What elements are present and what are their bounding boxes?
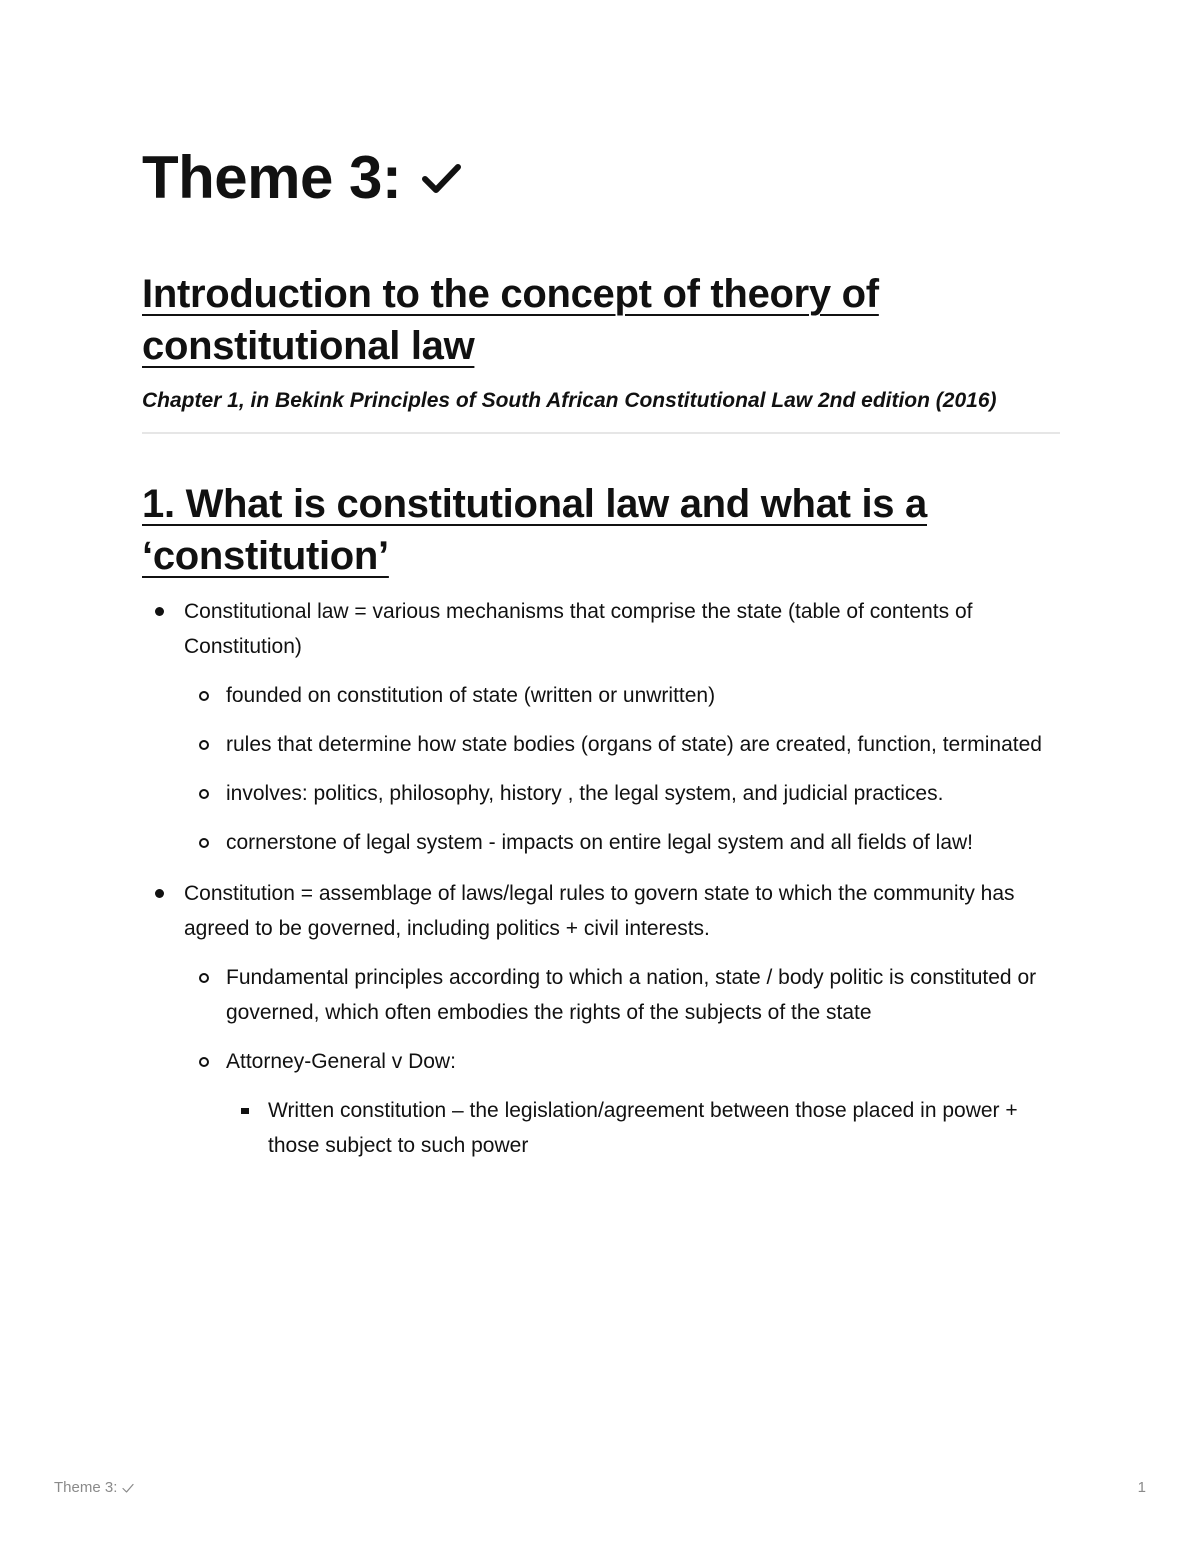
sub-sub-list-item [226, 1093, 1060, 1163]
divider [142, 432, 1060, 434]
sub-list-item [184, 776, 1060, 811]
page-title [142, 140, 1060, 216]
bullet-dot [155, 607, 164, 616]
bullet-dot [155, 889, 164, 898]
sub-list-item-text: rules that determine how state bodies (organs of state) are created, function, terminated [226, 733, 1042, 756]
sub-list-item-text: cornerstone of legal system - impacts on entire legal system and all fields of law! [226, 831, 974, 854]
checkmark-icon [421, 158, 461, 198]
list-item-text: Constitution = assemblage of laws/legal rules to govern state to which the community has agreed to be governed, including politics + civil interests. [184, 882, 1015, 940]
sub-list-item-text: involves: politics, philosophy, history , the legal system, and judicial practices. [226, 782, 944, 805]
bullet-ring [199, 691, 209, 701]
section-heading [142, 478, 1022, 582]
sub-list-item [184, 678, 1060, 713]
footer-title [54, 1478, 134, 1498]
sub-sub-list [226, 1093, 1060, 1163]
checkmark-icon [122, 1482, 134, 1494]
document-subtitle-text: Introduction to the concept of theory of constitutional law [142, 272, 879, 368]
bullet-ring [199, 1057, 209, 1067]
bullet-list [142, 594, 1060, 1163]
sub-list-item-text: Fundamental principles according to which a nation, state / body politic is constituted or governed, which often embodies the rights of the subjects of the state [226, 966, 1037, 1024]
sub-list-item-text: Attorney-General v Dow: [226, 1050, 456, 1073]
sub-list-item [184, 1044, 1060, 1163]
document-page [142, 140, 1060, 1163]
bullet-ring [199, 838, 209, 848]
bullet-square [241, 1108, 249, 1114]
sub-list-item [184, 960, 1060, 1030]
sub-list [184, 678, 1060, 860]
sub-list-item-text: founded on constitution of state (written or unwritten) [226, 684, 716, 707]
footer-title-text: Theme 3: [54, 1479, 118, 1496]
sub-list-item [184, 825, 1060, 860]
list-item-text: Constitutional law = various mechanisms that comprise the state (table of contents of Constitution) [184, 600, 973, 658]
list-item [142, 876, 1060, 1163]
page-number: 1 [1137, 1479, 1146, 1496]
bullet-ring [199, 973, 209, 983]
sub-sub-list-item-text: Written constitution – the legislation/agreement between those placed in power + those subject to such power [268, 1099, 1018, 1157]
list-item [142, 594, 1060, 860]
bullet-ring [199, 789, 209, 799]
sub-list [184, 960, 1060, 1163]
document-subtitle [142, 268, 982, 372]
section-heading-text: 1. What is constitutional law and what is a ‘constitution’ [142, 482, 927, 578]
source-citation: Chapter 1, in Bekink Principles of South African Constitutional Law 2nd edition (2016) [142, 389, 997, 412]
sub-list-item [184, 727, 1060, 762]
page-title-text: Theme 3: [142, 144, 402, 211]
bullet-ring [199, 740, 209, 750]
